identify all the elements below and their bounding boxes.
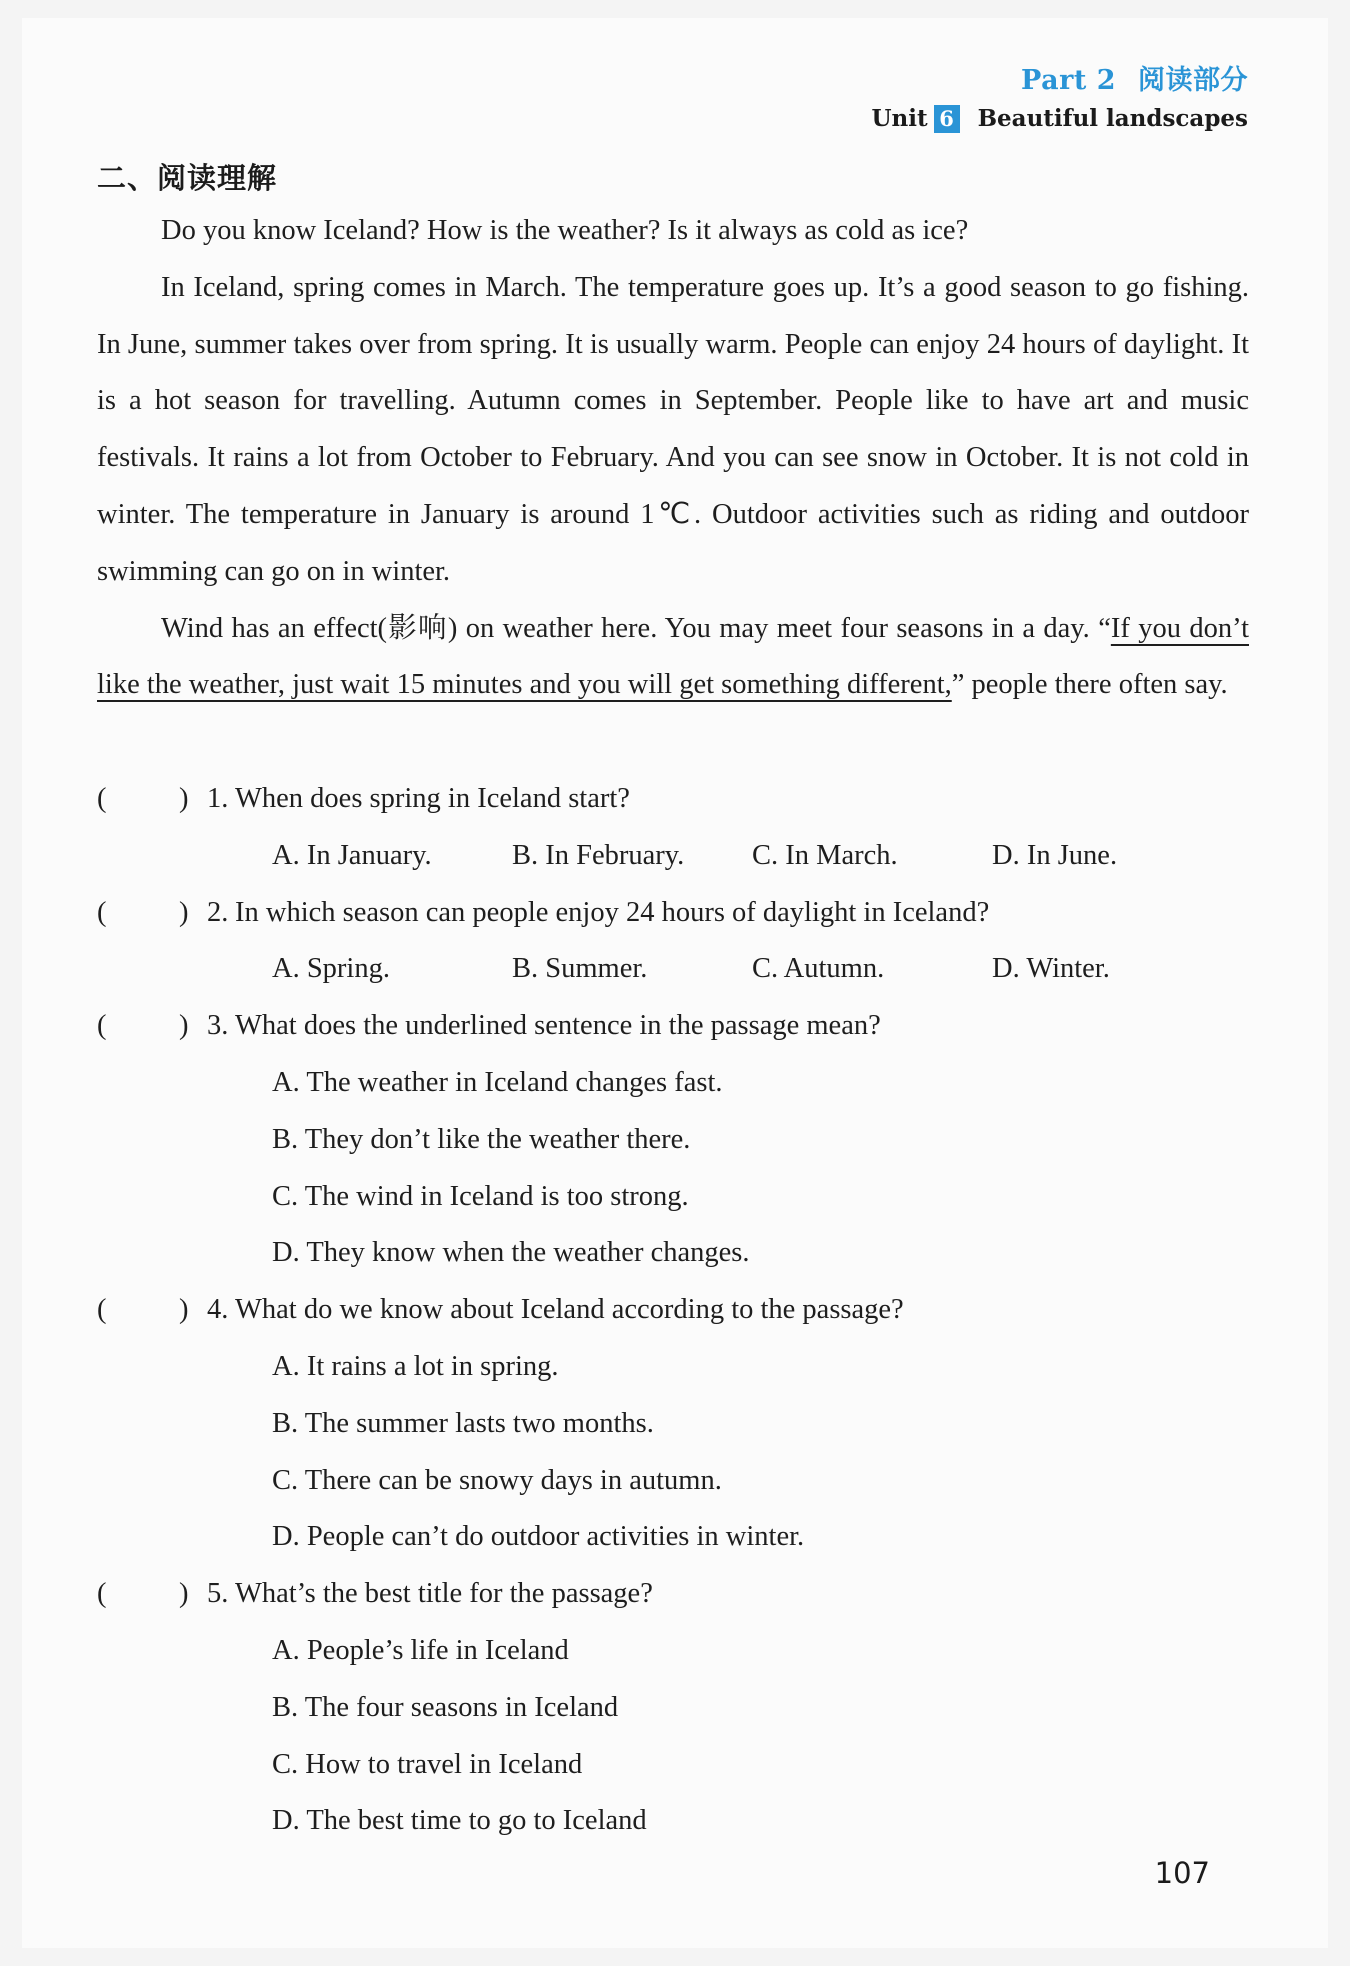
header-unit-title: Beautiful landscapes — [977, 105, 1248, 132]
page-header — [871, 58, 1248, 133]
passage-paragraph-1: Do you know Iceland? How is the weather? Is it always as cold as ice? — [161, 215, 969, 246]
reading-passage — [97, 203, 1249, 714]
answer-blank-open: ( — [97, 783, 107, 814]
question-text: What does the underlined sentence in the passage mean? — [235, 1010, 881, 1042]
answer-blank-close: ) — [179, 1578, 189, 1610]
option-b: B. They don’t like the weather there. — [272, 1123, 691, 1155]
option-b: B. Summer. — [512, 953, 648, 985]
question-text: When does spring in Iceland start? — [235, 783, 630, 814]
question-number: 4. — [207, 1294, 229, 1326]
page — [22, 18, 1328, 1948]
question-text: What’s the best title for the passage? — [235, 1578, 653, 1610]
option-a: A. It rains a lot in spring. — [272, 1350, 559, 1382]
question-text: What do we know about Iceland according to the passage? — [235, 1294, 904, 1326]
option-c: C. In March. — [752, 839, 898, 871]
passage-paragraph-3 — [97, 601, 1249, 715]
option-d: D. Winter. — [992, 953, 1110, 985]
question-text: In which season can people enjoy 24 hours of daylight in Iceland? — [235, 896, 990, 928]
option-a: A. Spring. — [272, 953, 390, 985]
answer-blank-open: ( — [97, 1578, 107, 1610]
question-1 — [97, 771, 1249, 828]
answer-blank-close: ) — [179, 1010, 189, 1042]
option-b: B. The four seasons in Iceland — [272, 1691, 619, 1723]
question-4 — [97, 1282, 1249, 1339]
answer-blank-open: ( — [97, 1010, 107, 1042]
answer-blank-close: ) — [179, 896, 189, 928]
header-part-line — [871, 58, 1248, 97]
underlined-sentence: If you don’t like the weather, just wait 15 minutes and you will get something different, — [97, 612, 1249, 701]
answer-blank-close: ) — [179, 783, 189, 814]
answer-blank-open: ( — [97, 896, 107, 928]
answer-blank-open: ( — [97, 1294, 107, 1326]
page-number: 107 — [1154, 1856, 1210, 1890]
option-a: A. The weather in Iceland changes fast. — [272, 1066, 723, 1098]
option-d: D. The best time to go to Iceland — [272, 1805, 647, 1837]
option-a: A. In January. — [272, 839, 432, 871]
header-unit-label: Unit — [871, 105, 928, 132]
section-title: 二、阅读理解 — [97, 161, 278, 195]
option-c: C. The wind in Iceland is too strong. — [272, 1180, 689, 1212]
option-c: C. Autumn. — [752, 953, 885, 985]
question-list — [97, 771, 1249, 1850]
question-number: 5. — [207, 1578, 229, 1610]
option-a: A. People’s life in Iceland — [272, 1634, 569, 1666]
option-d: D. People can’t do outdoor activities in winter. — [272, 1521, 805, 1553]
question-number: 2. — [207, 896, 229, 928]
answer-blank-close: ) — [179, 1294, 189, 1326]
question-5 — [97, 1566, 1249, 1623]
header-section-cn: 阅读部分 — [1138, 65, 1248, 96]
question-number: 3. — [207, 1010, 229, 1042]
option-d: D. They know when the weather changes. — [272, 1237, 750, 1269]
unit-number-badge: 6 — [934, 105, 960, 133]
passage-p3-end: ” people there often say. — [951, 669, 1228, 701]
option-b: B. The summer lasts two months. — [272, 1407, 654, 1439]
passage-p3-start: Wind has an effect(影响) on weather here. You may meet four seasons in a day. “ — [161, 612, 1111, 644]
option-c: C. How to travel in Iceland — [272, 1748, 583, 1780]
options-row — [97, 941, 1249, 998]
question-number: 1. — [207, 783, 229, 814]
header-part: Part 2 — [1021, 65, 1116, 96]
option-b: B. In February. — [512, 839, 685, 871]
option-c: C. There can be snowy days in autumn. — [272, 1464, 722, 1496]
header-unit-line — [871, 105, 1248, 133]
passage-paragraph-2: In Iceland, spring comes in March. The temperature goes up. It’s a good season to go fishing. In June, summer takes over from spring. It is usually warm. People can enjoy 24 hours of daylight. It is a hot season for travelling. Autumn comes in September. People like to have art and music festivals. It rains a lot from October to February. And you can see snow in October. It is not cold in winter. The temperature in January is around 1℃. Outdoor activities such as riding and outdoor swimming can go on in winter. — [97, 271, 1249, 587]
question-2 — [97, 885, 1249, 942]
question-3 — [97, 998, 1249, 1055]
options-row — [97, 828, 1249, 885]
option-d: D. In June. — [992, 839, 1118, 871]
